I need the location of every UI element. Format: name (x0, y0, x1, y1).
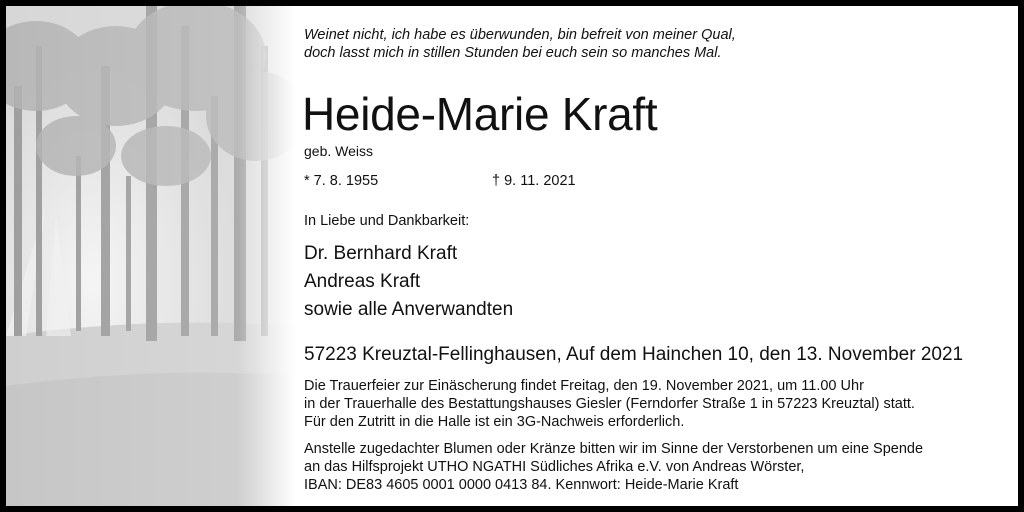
place-and-date: 57223 Kreuztal-Fellinghausen, Auf dem Hainchen 10, den 13. November 2021 (304, 344, 964, 365)
birth-date: * 7. 8. 1955 (304, 173, 379, 189)
donation-info (304, 440, 923, 494)
notice-text (298, 6, 1018, 506)
donation-line: an das Hilfsprojekt UTHO NGATHI Südliches Afrika e.V. von Andreas Wörster, (304, 459, 805, 475)
ceremony-line: Für den Zutritt in die Halle ist ein 3G-Nachweis erforderlich. (304, 414, 685, 430)
ceremony-info (304, 377, 915, 431)
birth-name: geb. Weiss (304, 143, 373, 159)
donation-line: IBAN: DE83 4605 0001 0000 0413 84. Kennwort: Heide-Marie Kraft (304, 477, 739, 493)
memorial-quote (304, 26, 1004, 62)
ceremony-line: Die Trauerfeier zur Einäscherung findet Freitag, den 19. November 2021, um 11.00 Uhr (304, 378, 864, 394)
quote-line: Weinet nicht, ich habe es überwunden, bin befreit von meiner Qual, (304, 27, 736, 43)
mourners-intro: In Liebe und Dankbarkeit: (304, 213, 470, 229)
death-date: † 9. 11. 2021 (492, 173, 576, 189)
ceremony-line: in der Trauerhalle des Bestattungshauses Giesler (Ferndorfer Straße 1 in 57223 Kreuztal) statt. (304, 396, 915, 412)
mourners-list (304, 240, 513, 324)
deceased-name: Heide-Marie Kraft (302, 88, 658, 140)
mourner-name: Andreas Kraft (304, 271, 421, 292)
mourner-name: sowie alle Anverwandten (304, 299, 514, 320)
quote-line: doch lasst mich in stillen Stunden bei euch sein so manches Mal. (304, 45, 722, 61)
mourner-name: Dr. Bernhard Kraft (304, 243, 458, 264)
donation-line: Anstelle zugedachter Blumen oder Kränze bitten wir im Sinne der Verstorbenen um eine Spende (304, 441, 924, 457)
forest-photo (6, 6, 296, 506)
